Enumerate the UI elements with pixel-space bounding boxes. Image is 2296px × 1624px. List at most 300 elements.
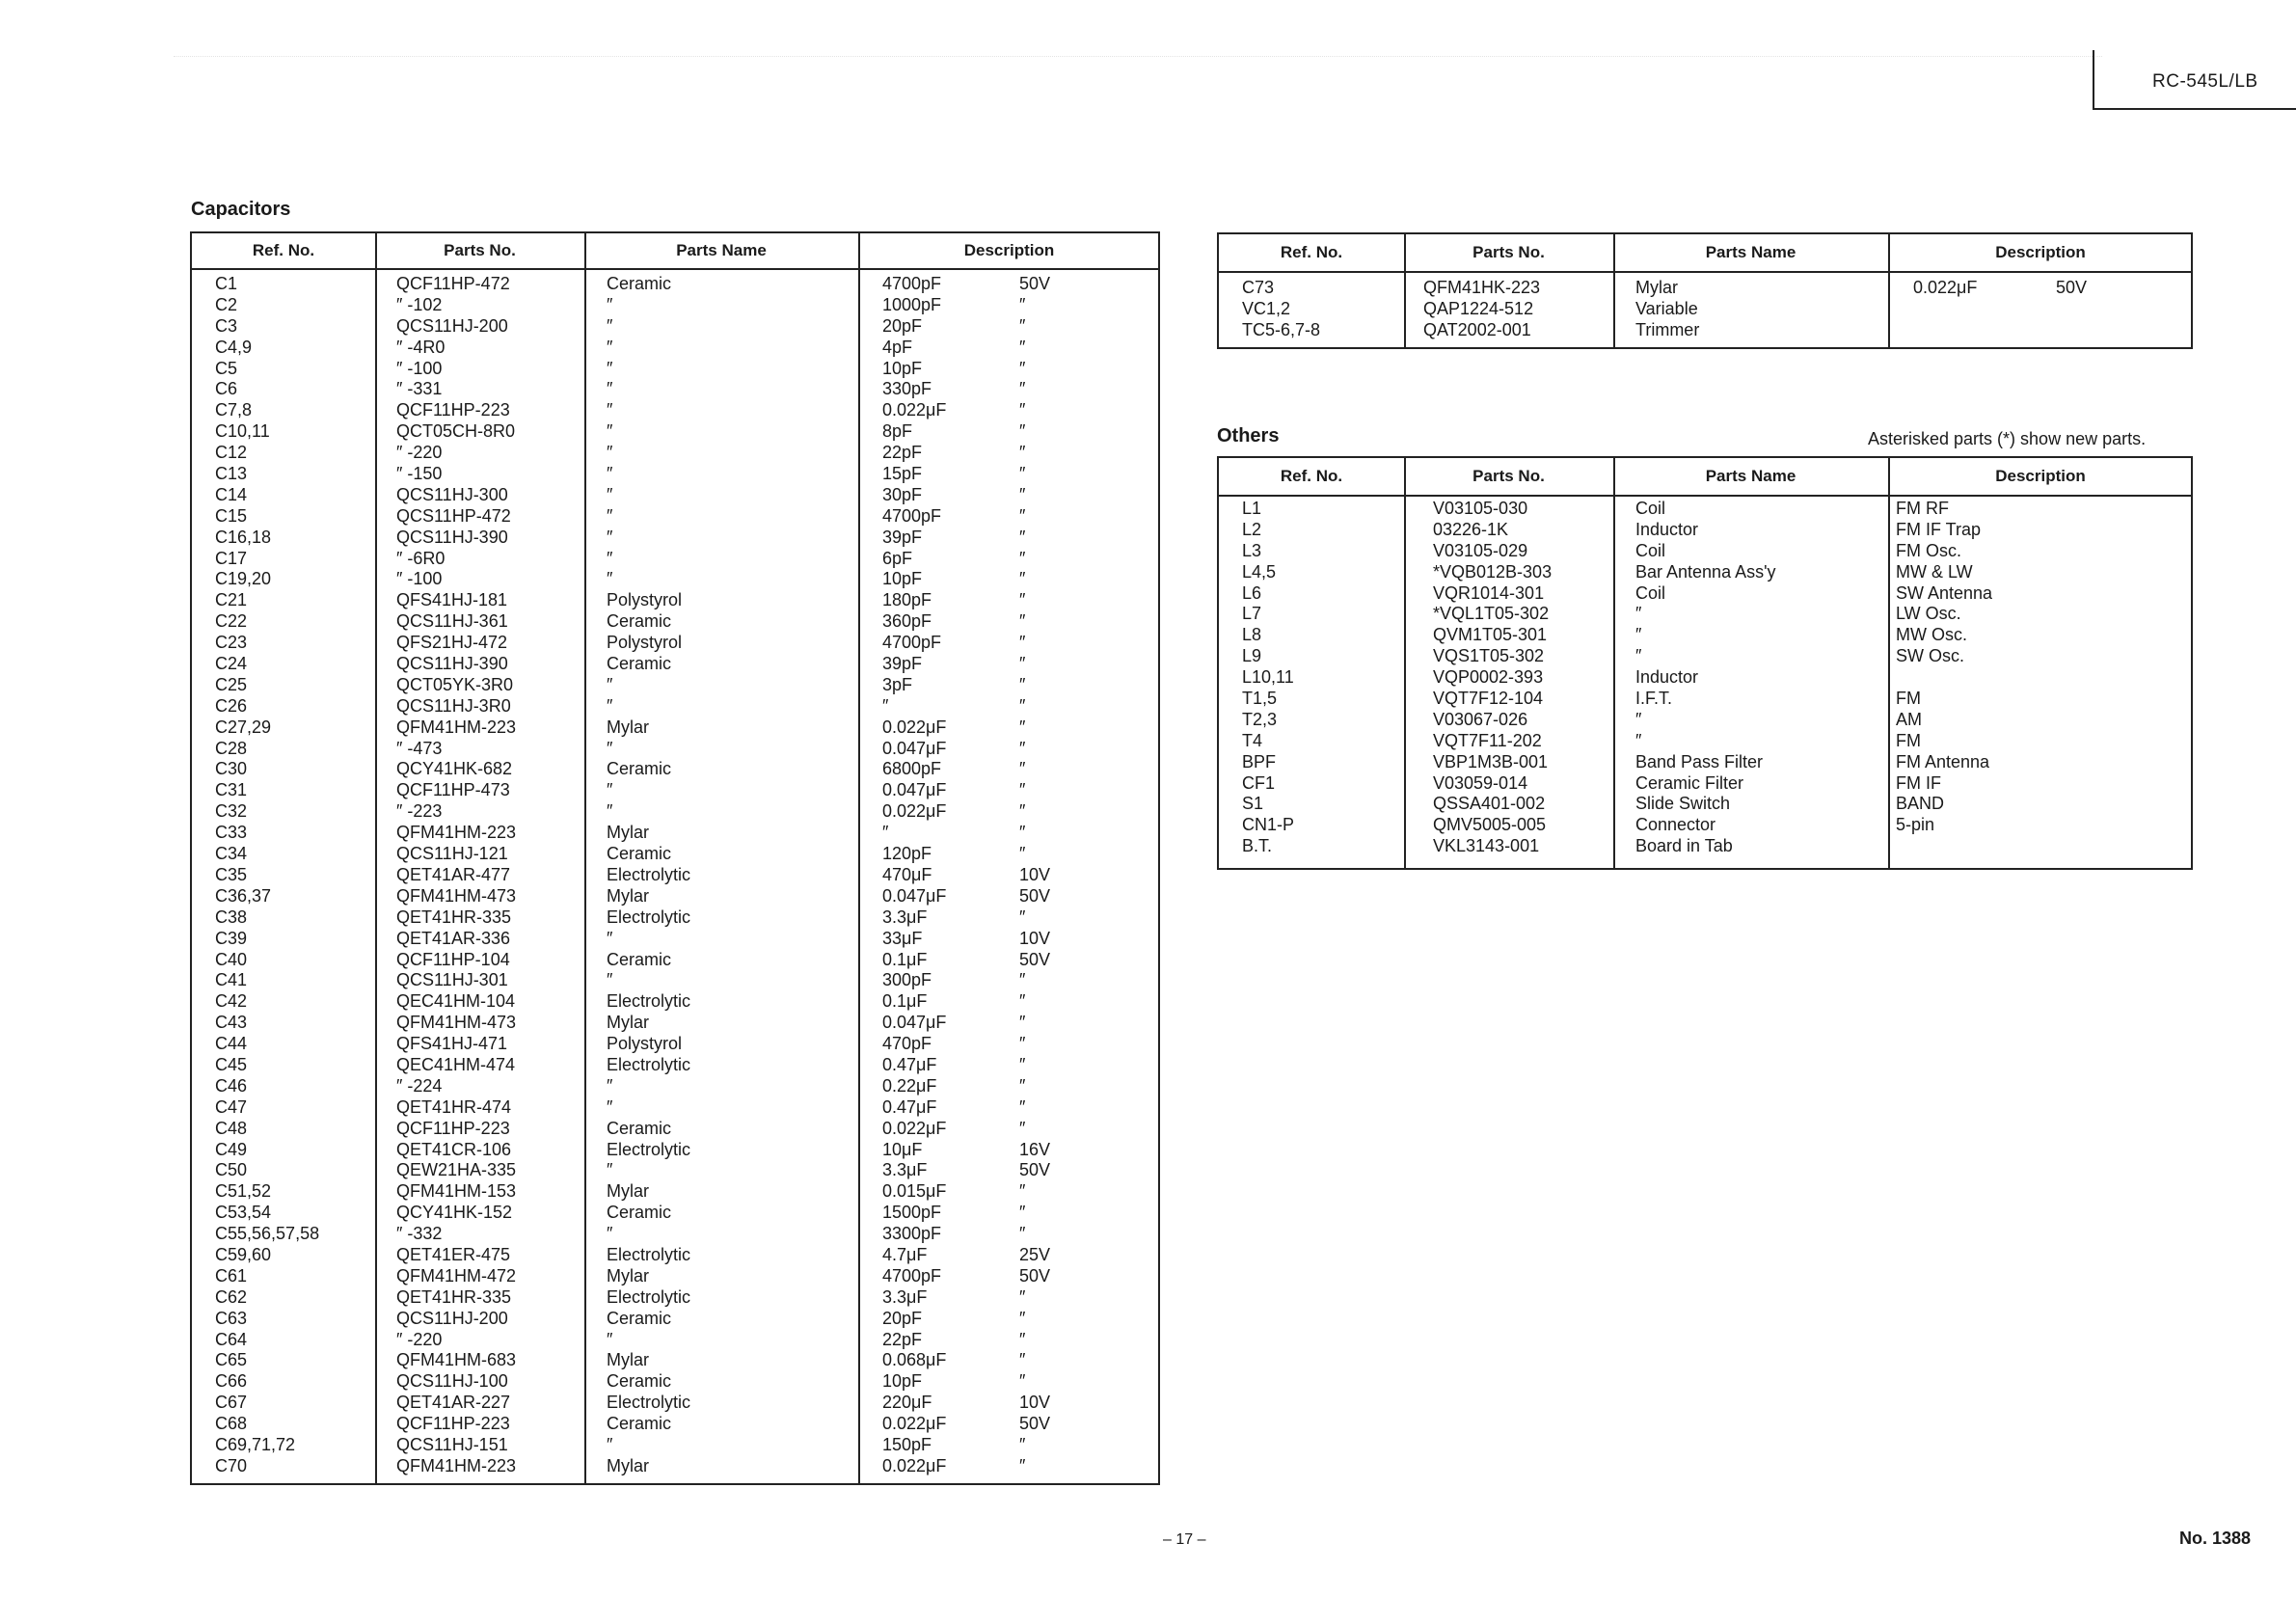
table-row	[192, 1350, 1158, 1371]
cell-parts-no: QCT05YK-3R0	[396, 674, 514, 694]
table-row	[192, 739, 1158, 760]
table-row	[192, 1245, 1158, 1266]
cell-parts-name: Variable	[1635, 298, 1698, 318]
cell-ref: C70	[215, 1455, 248, 1475]
cell-parts-no: QCS11HJ-3R0	[396, 695, 511, 716]
cell-ref: L1	[1242, 499, 1262, 518]
cell-voltage: ″	[1019, 443, 1026, 463]
cell-ref: C26	[215, 695, 248, 716]
cell-ref: C16,18	[215, 527, 272, 547]
cell-voltage: ″	[1019, 801, 1026, 822]
cell-parts-name: ″	[607, 527, 613, 547]
cell-parts-name: ″	[1635, 709, 1642, 729]
cell-parts-name: ″	[607, 695, 613, 716]
cell-voltage: ″	[1019, 633, 1026, 653]
cell-ref: C39	[215, 928, 248, 948]
cell-ref: C65	[215, 1350, 248, 1370]
cell-voltage: ″	[1019, 1350, 1026, 1370]
cell-ref: C7,8	[215, 400, 253, 420]
cell-parts-name: Connector	[1635, 815, 1716, 835]
cell-parts-no: QFM41HM-153	[396, 1181, 517, 1202]
cell-voltage: 10V	[1019, 928, 1051, 948]
col-header-parts-no: Parts No.	[1472, 243, 1545, 261]
cell-ref: C19,20	[215, 569, 272, 589]
cell-description: FM IF Trap	[1896, 519, 1982, 539]
cell-ref: C23	[215, 633, 248, 653]
table-row	[192, 400, 1158, 421]
table-row	[192, 801, 1158, 823]
cell-value: 0.22μF	[882, 1075, 937, 1096]
cell-ref: T1,5	[1242, 689, 1278, 709]
cell-voltage: 50V	[1019, 274, 1051, 293]
cell-ref: CF1	[1242, 772, 1276, 793]
cell-ref: C48	[215, 1118, 248, 1138]
cell-ref: C55,56,57,58	[215, 1224, 320, 1244]
cell-parts-no: VKL3143-001	[1433, 836, 1540, 856]
cell-ref: C30	[215, 759, 248, 779]
table-row	[192, 654, 1158, 675]
cell-voltage: 25V	[1019, 1244, 1051, 1264]
cell-voltage: 50V	[1019, 1414, 1051, 1434]
col-header-parts-no: Parts No.	[444, 241, 516, 259]
cell-value: 360pF	[882, 611, 932, 632]
cell-parts-name: Ceramic	[607, 1118, 672, 1138]
cell-parts-name: Trimmer	[1635, 319, 1700, 339]
table-row	[192, 929, 1158, 950]
cell-parts-name: ″	[607, 970, 613, 990]
cell-parts-no: QEC41HM-474	[396, 1054, 516, 1074]
cell-parts-name: ″	[607, 400, 613, 420]
table-row	[192, 780, 1158, 801]
cell-parts-no: QCS11HJ-121	[396, 844, 508, 864]
cell-parts-name: Coil	[1635, 540, 1666, 560]
table-row	[1219, 773, 2191, 795]
table-row	[192, 1119, 1158, 1140]
cell-ref: L8	[1242, 625, 1262, 645]
cell-parts-name: Ceramic	[607, 1414, 672, 1434]
table-row	[1219, 794, 2191, 815]
table-row	[1219, 815, 2191, 836]
cell-parts-no: QFS21HJ-472	[396, 633, 508, 653]
col-header-description: Description	[1995, 467, 2086, 485]
table-row	[192, 675, 1158, 696]
cell-parts-no: QFM41HM-683	[396, 1350, 517, 1370]
cell-voltage: ″	[1019, 907, 1026, 927]
cell-parts-no: *VQL1T05-302	[1433, 604, 1550, 624]
cell-value: 22pF	[882, 1329, 923, 1349]
cell-voltage: ″	[1019, 1286, 1026, 1307]
cell-ref: C46	[215, 1075, 248, 1096]
cell-parts-no: QET41AR-227	[396, 1393, 511, 1413]
cell-voltage: ″	[1019, 548, 1026, 568]
cell-ref: C31	[215, 780, 248, 800]
cell-voltage: ″	[1019, 1455, 1026, 1475]
cell-voltage: ″	[1019, 970, 1026, 990]
cell-voltage: 50V	[1019, 885, 1051, 906]
table-row	[1219, 752, 2191, 773]
table-row	[1219, 667, 2191, 689]
cell-voltage: 50V	[1019, 949, 1051, 969]
cell-voltage: ″	[1019, 780, 1026, 800]
cell-voltage: ″	[1019, 674, 1026, 694]
table-row	[1219, 278, 2191, 299]
cell-value: 33μF	[882, 928, 923, 948]
cell-value: 0.022μF	[882, 1118, 947, 1138]
cell-parts-name: ″	[607, 421, 613, 442]
table-row	[192, 338, 1158, 359]
table-row	[192, 1456, 1158, 1477]
cell-value: 3300pF	[882, 1224, 942, 1244]
table-row	[192, 1266, 1158, 1287]
table-row	[1219, 710, 2191, 731]
cell-voltage: ″	[1019, 358, 1026, 378]
cell-parts-no: ″ -220	[396, 1329, 443, 1349]
cell-parts-no: QSSA401-002	[1433, 794, 1546, 814]
cell-parts-no: QCS11HJ-100	[396, 1371, 508, 1392]
cell-parts-name: Ceramic	[607, 949, 672, 969]
cell-value: 39pF	[882, 654, 923, 674]
cell-parts-name: ″	[607, 443, 613, 463]
cell-description: MW Osc.	[1896, 625, 1967, 645]
table-row	[192, 1013, 1158, 1034]
cell-ref: C68	[215, 1414, 248, 1434]
cell-parts-no: *VQB012B-303	[1433, 561, 1553, 582]
table-row	[192, 633, 1158, 654]
cell-parts-name: ″	[607, 379, 613, 399]
table-header	[1219, 234, 2191, 273]
cell-parts-name: Mylar	[607, 1013, 649, 1033]
cell-parts-name: Electrolytic	[607, 907, 691, 927]
cell-description: FM	[1896, 689, 1921, 709]
table-row	[192, 844, 1158, 865]
capacitors-rows	[192, 274, 1158, 1477]
cell-parts-no: QCS11HJ-361	[396, 611, 508, 632]
table-row	[1219, 731, 2191, 752]
cell-parts-name: Inductor	[1635, 519, 1699, 539]
cell-voltage: ″	[1019, 611, 1026, 632]
cell-parts-no: QFM41HM-223	[396, 1455, 517, 1475]
cell-ref: C62	[215, 1286, 248, 1307]
model-label-box	[2093, 50, 2296, 110]
cell-voltage: ″	[1019, 337, 1026, 357]
cell-parts-no: QCF11HP-472	[396, 274, 510, 293]
cell-parts-no: QCY41HK-682	[396, 759, 513, 779]
cell-ref: C41	[215, 970, 248, 990]
cell-parts-no: QET41AR-336	[396, 928, 511, 948]
cell-ref: L7	[1242, 604, 1262, 624]
cell-parts-no: V03105-030	[1433, 499, 1528, 518]
cell-ref: C34	[215, 844, 248, 864]
cell-voltage: 10V	[1019, 1393, 1051, 1413]
cell-voltage: 10V	[1019, 864, 1051, 884]
cell-description: SW Osc.	[1896, 646, 1964, 666]
cell-parts-name: Coil	[1635, 582, 1666, 603]
cell-parts-no: QCT05CH-8R0	[396, 421, 516, 442]
cell-parts-name: Electrolytic	[607, 1139, 691, 1159]
cell-ref: C1	[215, 274, 238, 293]
cell-parts-no: QMV5005-005	[1433, 815, 1547, 835]
cell-parts-no: QET41CR-106	[396, 1139, 512, 1159]
cell-parts-no: QCF11HP-104	[396, 949, 510, 969]
cell-value: 0.1μF	[882, 991, 928, 1012]
cell-ref: C61	[215, 1265, 248, 1286]
cell-voltage: ″	[1019, 1118, 1026, 1138]
cell-ref: C2	[215, 294, 238, 314]
col-header-ref: Ref. No.	[1280, 243, 1343, 261]
table-row	[192, 611, 1158, 633]
cell-parts-name: ″	[607, 928, 613, 948]
cell-ref: C24	[215, 654, 248, 674]
col-header-description: Description	[963, 241, 1055, 259]
table-row	[1219, 583, 2191, 605]
cell-parts-no: QCS11HJ-200	[396, 315, 508, 336]
cell-ref: C12	[215, 443, 248, 463]
cell-ref: L4,5	[1242, 561, 1277, 582]
cell-parts-no: QET41HR-335	[396, 1286, 512, 1307]
cell-parts-no: VQS1T05-302	[1433, 646, 1545, 666]
cell-parts-no: QAP1224-512	[1423, 298, 1534, 318]
cell-value: 4700pF	[882, 1265, 942, 1286]
cell-parts-name: ″	[1635, 646, 1642, 666]
cell-value: 10pF	[882, 1371, 923, 1392]
cell-parts-no: QCS11HJ-390	[396, 527, 508, 547]
table-row	[192, 421, 1158, 443]
cell-parts-no: QET41HR-335	[396, 907, 512, 927]
cell-value: 0.022μF	[882, 1455, 947, 1475]
cell-parts-no: QFM41HM-223	[396, 823, 517, 843]
cell-ref: C35	[215, 864, 248, 884]
table-row	[192, 1097, 1158, 1119]
table-row	[192, 1160, 1158, 1181]
table-row	[192, 991, 1158, 1013]
table-row	[192, 886, 1158, 907]
asterisk-note: Asterisked parts (*) show new parts.	[1868, 429, 2147, 448]
cell-parts-name: Polystyrol	[607, 590, 683, 610]
cell-parts-name: Mylar	[607, 717, 649, 737]
cell-parts-name: Mylar	[607, 885, 649, 906]
cell-value: 4.7μF	[882, 1244, 928, 1264]
cell-voltage: 50V	[1019, 1160, 1051, 1180]
cell-value: ″	[882, 823, 889, 843]
cell-parts-no: QET41ER-475	[396, 1244, 511, 1264]
table-row	[192, 1034, 1158, 1055]
cell-parts-name: ″	[1635, 730, 1642, 750]
cell-parts-no: ″ -473	[396, 738, 443, 758]
cell-parts-no: V03105-029	[1433, 540, 1528, 560]
table-header	[1219, 458, 2191, 497]
cell-parts-name: Electrolytic	[607, 1393, 691, 1413]
cell-parts-no: QCF11HP-223	[396, 1118, 510, 1138]
cell-parts-name: Ceramic	[607, 759, 672, 779]
capacitors-table	[190, 231, 1160, 1485]
cell-ref: C49	[215, 1139, 248, 1159]
cell-ref: C5	[215, 358, 238, 378]
table-row	[1219, 646, 2191, 667]
cell-parts-no: QFM41HM-472	[396, 1265, 517, 1286]
cell-parts-no: ″ -102	[396, 294, 443, 314]
cell-parts-no: ″ -4R0	[396, 337, 446, 357]
cell-parts-no: ″ -331	[396, 379, 443, 399]
cell-voltage: ″	[1019, 464, 1026, 484]
cell-parts-name: Ceramic	[607, 1371, 672, 1392]
cell-value: 0.022μF	[1913, 278, 1978, 297]
cell-description: BAND	[1896, 794, 1945, 814]
cell-value: 0.022μF	[882, 400, 947, 420]
cell-value: 4700pF	[882, 274, 942, 293]
cell-value: 6800pF	[882, 759, 942, 779]
cell-parts-name: ″	[607, 1224, 613, 1244]
table-row	[192, 379, 1158, 400]
cell-parts-no: QCS11HJ-301	[396, 970, 508, 990]
table-row	[192, 569, 1158, 590]
table-row	[192, 274, 1158, 295]
cell-parts-name: Polystyrol	[607, 633, 683, 653]
cell-value: 15pF	[882, 464, 923, 484]
cell-parts-name: ″	[607, 780, 613, 800]
table-row	[192, 1435, 1158, 1456]
cell-voltage: ″	[1019, 1224, 1026, 1244]
cell-value: 0.047μF	[882, 885, 947, 906]
cell-value: 0.047μF	[882, 780, 947, 800]
cell-parts-no: QFM41HK-223	[1423, 278, 1541, 297]
table-row	[192, 528, 1158, 549]
cell-parts-no: QFM41HM-223	[396, 717, 517, 737]
cell-ref: C45	[215, 1054, 248, 1074]
cell-parts-name: ″	[607, 569, 613, 589]
table-header	[192, 233, 1158, 270]
table-row	[192, 1140, 1158, 1161]
cell-parts-no: QET41AR-477	[396, 864, 511, 884]
cell-voltage: ″	[1019, 759, 1026, 779]
cell-value: 0.47μF	[882, 1096, 937, 1117]
cell-parts-name: Ceramic	[607, 844, 672, 864]
cell-voltage: ″	[1019, 1181, 1026, 1202]
cell-parts-name: Inductor	[1635, 667, 1699, 688]
cell-voltage: ″	[1019, 569, 1026, 589]
cell-voltage: ″	[1019, 738, 1026, 758]
cell-parts-name: Mylar	[1635, 278, 1678, 297]
cell-ref: C44	[215, 1034, 248, 1054]
cell-parts-name: Board in Tab	[1635, 836, 1733, 856]
cell-value: 20pF	[882, 1308, 923, 1328]
cell-parts-name: ″	[607, 505, 613, 526]
cell-parts-name: ″	[607, 464, 613, 484]
cell-ref: S1	[1242, 794, 1264, 814]
cell-voltage: ″	[1019, 1034, 1026, 1054]
cell-ref: C17	[215, 548, 248, 568]
table-row	[192, 464, 1158, 485]
cell-parts-no: QCS11HP-472	[396, 505, 511, 526]
cell-parts-no: QVM1T05-301	[1433, 625, 1548, 645]
cell-parts-name: Ceramic	[607, 611, 672, 632]
cell-value: 180pF	[882, 590, 932, 610]
cell-voltage: ″	[1019, 654, 1026, 674]
cell-parts-name: ″	[607, 315, 613, 336]
document-number: No. 1388	[2179, 1529, 2252, 1548]
cell-description: FM Osc.	[1896, 540, 1961, 560]
cell-voltage: ″	[1019, 379, 1026, 399]
cell-parts-name: ″	[607, 738, 613, 758]
cell-parts-no: ″ -223	[396, 801, 443, 822]
cell-value: 0.47μF	[882, 1054, 937, 1074]
model-number: RC-545L/LB	[2152, 71, 2258, 92]
cell-ref: C13	[215, 464, 248, 484]
table-row	[1219, 562, 2191, 583]
cell-voltage: ″	[1019, 1371, 1026, 1392]
cell-parts-name: ″	[607, 358, 613, 378]
cell-value: 4pF	[882, 337, 913, 357]
cell-parts-name: ″	[607, 674, 613, 694]
cell-parts-no: QAT2002-001	[1423, 319, 1531, 339]
cell-description: FM IF	[1896, 772, 1941, 793]
cell-value: 4700pF	[882, 633, 942, 653]
cell-ref: C28	[215, 738, 248, 758]
col-header-ref: Ref. No.	[1280, 467, 1343, 485]
cell-parts-no: ″ -332	[396, 1224, 443, 1244]
cell-parts-no: QCS11HJ-200	[396, 1308, 508, 1328]
cell-parts-no: VQR1014-301	[1433, 582, 1545, 603]
cell-parts-no: QCY41HK-152	[396, 1203, 513, 1223]
cell-value: 10pF	[882, 569, 923, 589]
cell-parts-name: Ceramic Filter	[1635, 772, 1744, 793]
cell-parts-no: QFM41HM-473	[396, 1013, 517, 1033]
cell-voltage: ″	[1019, 1096, 1026, 1117]
cell-parts-no: ″ -100	[396, 358, 443, 378]
table-row	[192, 717, 1158, 739]
cell-value: 0.047μF	[882, 738, 947, 758]
table-row	[192, 1414, 1158, 1435]
cell-parts-name: ″	[607, 337, 613, 357]
table-row	[192, 316, 1158, 338]
table-row	[192, 1309, 1158, 1330]
cell-ref: C10,11	[215, 421, 270, 442]
col-header-ref: Ref. No.	[252, 241, 315, 259]
cell-value: 3.3μF	[882, 1286, 928, 1307]
cell-description: FM	[1896, 730, 1921, 750]
col-header-parts-name: Parts Name	[676, 241, 767, 259]
cell-ref: C69,71,72	[215, 1434, 296, 1454]
cell-parts-no: QFS41HJ-181	[396, 590, 508, 610]
cell-value: 0.068μF	[882, 1350, 947, 1370]
cell-voltage: ″	[1019, 1329, 1026, 1349]
cell-parts-name: Mylar	[607, 1350, 649, 1370]
cell-description: MW & LW	[1896, 561, 1973, 582]
cell-value: 120pF	[882, 844, 932, 864]
cell-ref: C33	[215, 823, 248, 843]
table-row	[192, 1076, 1158, 1097]
cell-parts-name: ″	[607, 801, 613, 822]
cell-voltage: ″	[1019, 527, 1026, 547]
capacitors-continued-rows	[1219, 278, 2191, 341]
cell-ref: TC5-6,7-8	[1242, 319, 1321, 339]
col-header-parts-name: Parts Name	[1705, 467, 1796, 485]
cell-voltage: ″	[1019, 484, 1026, 504]
cell-parts-name: Ceramic	[607, 1308, 672, 1328]
table-row	[192, 1203, 1158, 1224]
table-row	[192, 1371, 1158, 1393]
cell-voltage: ″	[1019, 1075, 1026, 1096]
cell-value: 470μF	[882, 864, 932, 884]
cell-ref: C50	[215, 1160, 248, 1180]
table-row	[1219, 625, 2191, 646]
cell-voltage: ″	[1019, 991, 1026, 1012]
table-row	[1219, 320, 2191, 341]
cell-parts-no: QET41HR-474	[396, 1096, 512, 1117]
cell-parts-name: ″	[607, 1075, 613, 1096]
cell-parts-no: QCF11HP-223	[396, 400, 510, 420]
cell-ref: T4	[1242, 730, 1263, 750]
cell-parts-no: QCF11HP-223	[396, 1414, 510, 1434]
